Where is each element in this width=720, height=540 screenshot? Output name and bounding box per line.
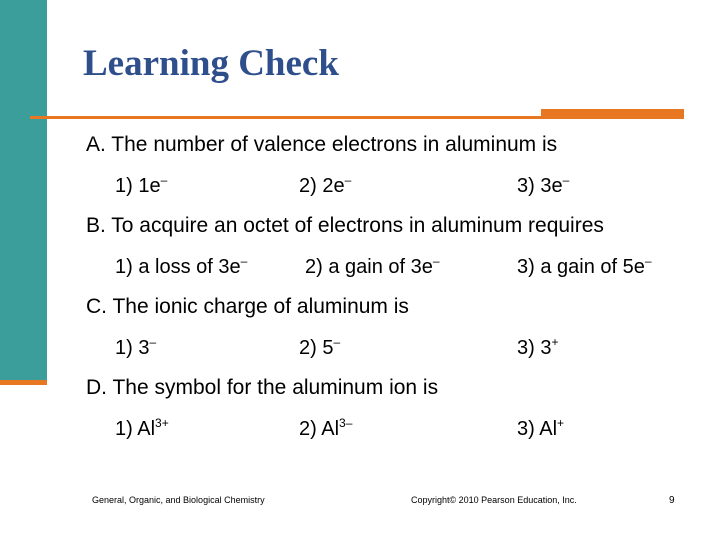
sidebar-accent (0, 380, 47, 385)
option-b3: 3) a gain of 5e– (517, 254, 652, 278)
option-a1: 1) 1e– (115, 173, 168, 197)
question-b: B. To acquire an octet of electrons in aluminum requires (86, 214, 604, 237)
question-d: D. The symbol for the aluminum ion is (86, 376, 439, 399)
option-d3: 3) Al+ (517, 416, 565, 440)
question-a: A. The number of valence electrons in aluminum is (86, 133, 558, 156)
footer-copyright: Copyright© 2010 Pearson Education, Inc. (411, 495, 577, 505)
option-d2: 2) $Al^{3-}$ (299, 416, 353, 440)
option-d1: 1) $Al^{3+}$ (115, 416, 169, 440)
option-b1: 1) a loss of 3e– (115, 254, 248, 278)
sidebar-decoration (0, 0, 47, 385)
option-c2: 2) 5– (299, 335, 341, 359)
page-number: 9 (669, 495, 675, 506)
option-c1: 1) 3– (115, 335, 157, 359)
option-a3: 3) 3e– (517, 173, 570, 197)
option-b2: 2) a gain of 3e– (305, 254, 440, 278)
option-c3: 3) 3+ (517, 335, 559, 359)
question-c: C. The ionic charge of aluminum is (86, 295, 409, 318)
option-a2: 2) 2e– (299, 173, 352, 197)
slide-title: Learning Check (83, 43, 339, 84)
footer-book-title: General, Organic, and Biological Chemistry (92, 495, 265, 505)
title-divider-block (541, 109, 684, 119)
